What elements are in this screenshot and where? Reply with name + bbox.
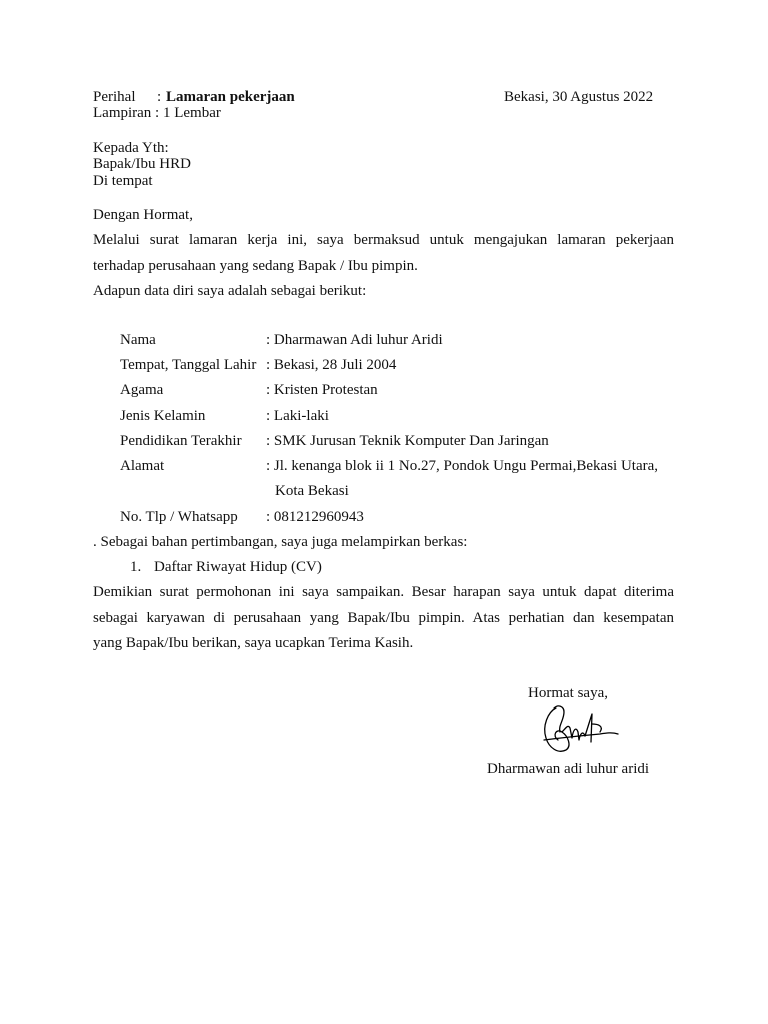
recipient-line-2: Bapak/Ibu HRD: [93, 156, 191, 172]
signer-name: Dharmawan adi luhur aridi: [487, 761, 650, 777]
data-value-agama: : Kristen Protestan: [266, 382, 378, 398]
intro-line-2: terhadap perusahaan yang sedang Bapak / Ibu pimpin.: [93, 258, 418, 274]
recipient-line-1: Kepada Yth:: [93, 140, 169, 156]
perihal-label: Perihal: [93, 89, 136, 105]
intro-line-1: Melalui surat lamaran kerja ini, saya bermaksud untuk mengajukan lamaran pekerjaan: [93, 232, 674, 248]
data-value-ttl: : Bekasi, 28 Juli 2004: [266, 357, 397, 373]
letter-date: Bekasi, 30 Agustus 2022: [504, 89, 654, 105]
data-value-pendidikan: : SMK Jurusan Teknik Komputer Dan Jaringan: [266, 433, 549, 449]
attachment-number: 1.: [130, 559, 142, 575]
data-label-agama: Agama: [120, 382, 164, 398]
data-value-telepon: : 081212960943: [266, 509, 364, 525]
data-value-nama: : Dharmawan Adi luhur Aridi: [266, 332, 443, 348]
perihal-value: Lamaran pekerjaan: [166, 89, 295, 105]
data-label-nama: Nama: [120, 332, 156, 348]
greeting: Dengan Hormat,: [93, 207, 193, 223]
lampiran-line: Lampiran : 1 Lembar: [93, 105, 221, 121]
data-intro: Adapun data diri saya adalah sebagai berikut:: [93, 283, 367, 299]
data-label-telepon: No. Tlp / Whatsapp: [120, 509, 238, 525]
data-value-alamat: : Jl. kenanga blok ii 1 No.27, Pondok Ungu Permai,Bekasi Utara,: [266, 458, 659, 474]
data-value-jenis-kelamin: : Laki-laki: [266, 408, 329, 424]
closing-line-1: Demikian surat permohonan ini saya sampaikan. Besar harapan saya untuk dapat diterima: [93, 584, 674, 600]
data-label-jenis-kelamin: Jenis Kelamin: [120, 408, 206, 424]
recipient-line-3: Di tempat: [93, 173, 153, 189]
closing-line-3: yang Bapak/Ibu berikan, saya ucapkan Terima Kasih.: [93, 635, 414, 651]
handwritten-signature: [538, 702, 622, 758]
data-label-alamat: Alamat: [120, 458, 165, 474]
data-label-pendidikan: Pendidikan Terakhir: [120, 433, 242, 449]
attachment-item: Daftar Riwayat Hidup (CV): [154, 559, 322, 575]
closing-line-2: sebagai karyawan di perusahaan yang Bapak/Ibu pimpin. Atas perhatian dan kesempatan: [93, 610, 674, 626]
perihal-separator: :: [157, 89, 162, 105]
salutation: Hormat saya,: [528, 685, 608, 701]
data-label-ttl: Tempat, Tanggal Lahir: [120, 357, 257, 373]
data-value-alamat-cont: Kota Bekasi: [275, 483, 349, 499]
attachments-intro: . Sebagai bahan pertimbangan, saya juga melampirkan berkas:: [93, 534, 468, 550]
